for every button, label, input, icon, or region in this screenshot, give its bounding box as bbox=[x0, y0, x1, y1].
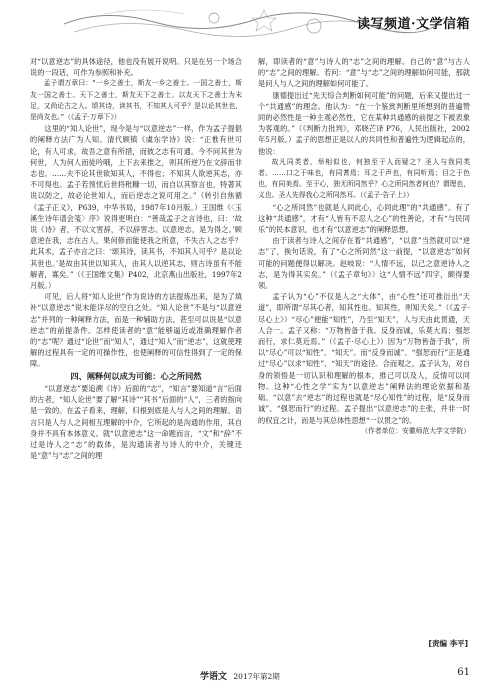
body-paragraph: 孟子认为“心”不仅是人之“大体”，由“心性”还可推衍出“天道”，即所谓“尽其心者，知其性也。知其性，则知天矣。”（《孟子·尽心上》）“尽心”便能“知性”，乃至“知天”，人与天由此贯通，天人合一。孟子又称：“万物皆备于我。反身而诚，乐莫大焉；强恕而行，求仁莫近焉。”（《孟子·尽心上》）因为“万物皆备于我”，所以“尽心”可以“知性”、“知天”。而“反身而诚”、“强恕而行”正是通过“尽心”以求“知性”、“知天”的途径。合而观之，孟子认为，对自身的领悟是一切认识和理解的根本，推己可以及人，反情可以同物。这种“心性之学”实为“以意逆志”阐释法的理论依据和基础。“以意”去“逆志”的过程也就是“尽心知性”的过程，是“反身而诚”、“强恕而行”的过程。孟子提出“以意逆志”的主张，并非一时的权宜之计，而是与其总体性思想“一以贯之”的。 bbox=[258, 292, 470, 425]
block-quote: 孟子谓万章曰：“一乡之善士，斯友一乡之善士。一国之善士，斯友一国之善士。天下之善士，斯友天下之善士。以友天下之善士为未足，又尚论古之人。颂其诗，读其书，不知其人可乎？是以论其世也，是尚友也。”（《孟子·万章下》） bbox=[30, 79, 242, 122]
body-paragraph: 解，即读者的“意”与诗人的“志”之间的理解。自己的“意”与古人的“志”之间的理解。若问：“意”与“志”之间的理解如何可能，那就是问人与人之间的理解如何可能了。 bbox=[258, 57, 470, 89]
journal-name: 学语文 bbox=[200, 672, 228, 682]
block-quote: 故凡同类者，举相似也，何独至于人而疑之？圣人与我同类者。……口之于味也，有同耆焉；耳之于声也，有同听焉；目之于色也，有同美焉。至于心，独无所同然乎？心之所同然者何也？谓理也，义也。圣人先得我心之所同然耳。（《孟子·告子上》） bbox=[258, 157, 470, 200]
page-number: 61 bbox=[457, 667, 470, 678]
body-paragraph: 对“以意逆志”的具体途径，他也没有展开说明。只是在另一个场合说的一段话，可作为参照和补充。 bbox=[30, 57, 242, 78]
journal-info bbox=[200, 669, 280, 682]
body-paragraph: 这里的“知人论世”，现今是与“以意逆志”一样，作为孟子提倡的阐释方法广为人知。清代顾镇《虞东学诗》说：“正惟有世可论，有人可求，故吾之意有所措，而彼之志有可通。今不问其世为何世，人为何人而徒吟哦，上下去来推之，则其所逆乃在文辞而非志也。……夫不论其世欲知其人，不得也；不知其人欲逆其志，亦不可得也。孟子若预忧后世将秕糠一切，而自以其察言也，特著其说以防之，故必论世知人，而后逆志之说可用之。”（转引自焦循《孟子正义》，P639，中华书局，1987年10月版。）王国维《〈玉溪生诗年谱会笺〉序》说得更明白：“善哉孟子之言诗也，曰：‘故说《诗》者，不以文害辞，不以辞害志。以意逆志，是为得之。’顾意逆在我，志在古人，果何修而能使我之所意，不失古人之志乎？此其术，孟子亦言之曰：‘颂其诗，读其书，不知其人可乎？是以论其世也。’是故由其世以知其人，由其人以逆其志，则古诗虽有不能解者，寡矣。”（《王国维文集》P402，北京燕山出版社，1997年2月版。） bbox=[30, 124, 242, 291]
left-column bbox=[30, 56, 242, 652]
editor-credit: [责编 李平] bbox=[428, 639, 468, 648]
section-heading: 四、阐释何以成为可能：心之所同然 bbox=[70, 370, 202, 381]
body-paragraph: “心之所同然”也就是人同此心，心同此理”的“共通感”。有了这种“共通感”，才有“人皆有不忍人之心”的性善论，才有“与民同乐”的民本意识，也才有“以意逆志”的阐释思想。 bbox=[258, 202, 470, 235]
page-header bbox=[0, 0, 500, 48]
author-affiliation: （作者单位：安徽师范大学文学院） bbox=[361, 426, 470, 435]
journal-issue: 2017年第2期 bbox=[233, 672, 280, 681]
body-paragraph: 康德提出过“先天综合判断如何可能”的问题，后来又提出过一个“共通感”的理念。他认为：“在一个鉴赏判断里所想到的普遍赞同的必然性是一种主观必然性，它在某种共通感的前提之下被表象为客观的。”（《判断力批判》，邓晓芒译 P76，人民出版社，2002年5月版。）孟子的思想正是以人的共同性和普遍性为逻辑起点的，他说： bbox=[258, 90, 470, 156]
right-column bbox=[258, 56, 470, 652]
article-body bbox=[30, 56, 470, 652]
page-footer bbox=[0, 655, 500, 695]
header-title: 读写频道·文学信箱 bbox=[356, 17, 470, 32]
body-paragraph: 由于读者与诗人之间存在着“共通感”，“以意”当然就可以“逆志”了，换句话说，有了“心之所同然”这一前提，“以意逆志”如何可能的问题便得以解决。赵岐说：“人情不远，以己之意逆诗人之志，是为得其实矣。”（《孟子章句》）这“人情不远”四字，颇得要领。 bbox=[258, 236, 470, 291]
body-paragraph: “以意逆志”要追溯《诗》后面的“志”，“知言”要知道“言”后面的古者，“知人论世”要了解“其诗”“其书”后面的“人”，三者的指向是一致的。在孟子看来，理解，归根到底是人与人之间的理解。语言只是人与人之间相互理解的中介，它所起的是沟通的作用，其自身并不具有本体意义。就“以意逆志”这一命题而言，“文”和“辞”不过是诗人之“志”的载体，是沟通读者与诗人的中介，关键还是“意”与“志”之间的理 bbox=[30, 383, 242, 461]
body-paragraph: 可见，后人将“知人论世”作为说诗的方法提炼出来，是为了填补“以意逆志”说未能详尽的空白之处。“知人论世”不是与“以意逆志”并列的一种阐释方法，而是一种辅助方法，甚至可以说是“以意逆志”的前提条件。怎样使读者的“意”能够逼近或准确理解作者的“志”呢？通过“论世”而“知人”，通过“知人”而“逆志”，这就使理解的过程具有一定的可操作性，也使阐释的可信性得到了一定的保障。 bbox=[30, 292, 242, 369]
